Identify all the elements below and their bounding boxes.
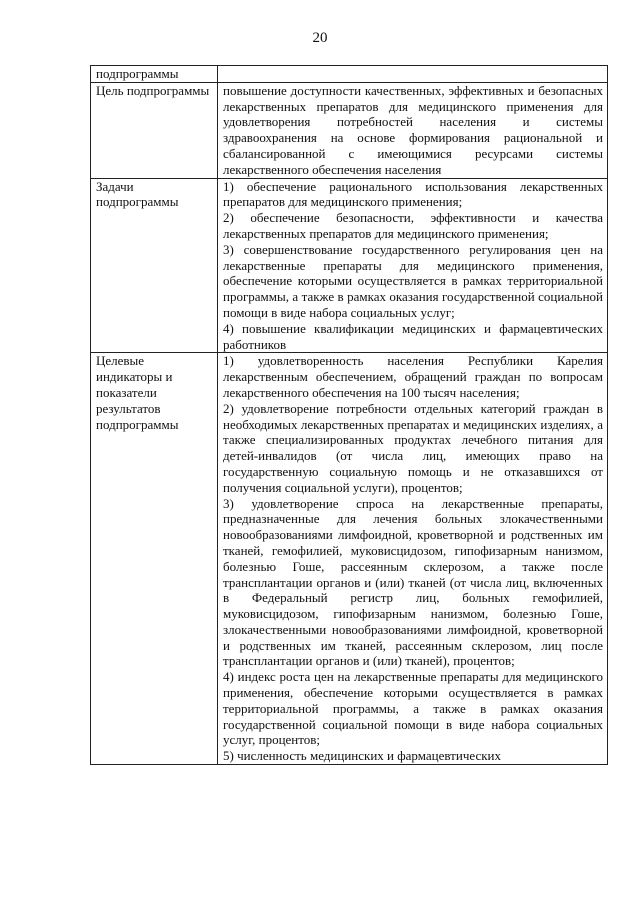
list-item: 1) удовлетворенность населения Республики Карелия лекарственным обеспечением, обращений граждан по вопросам лекарственного обеспечения на 100 тысяч населения; bbox=[223, 353, 603, 400]
row-label: Цель подпрограммы bbox=[91, 82, 218, 178]
row-content bbox=[218, 178, 608, 353]
table-row bbox=[91, 353, 608, 765]
table-row bbox=[91, 178, 608, 353]
row-label: Задачи подпрограммы bbox=[91, 178, 218, 353]
page-number: 20 bbox=[312, 30, 328, 46]
list-item: 3) совершенствование государственного регулирования цен на лекарственные препараты для медицинского применения, обеспечение которыми осуществляется в рамках территориальной программы, а также в рамках оказания государственной социальной помощи в виде набора социальных услуг; bbox=[223, 241, 603, 320]
list-item: 3) удовлетворение спроса на лекарственные препараты, предназначенные для лечения больных злокачественными новообразованиями лимфоидной, кроветворной и родственных им тканей, гемофилией, муковисцидозом, гипофизарным нанизмом, болезнью Гоше, рассеянным склерозом, а также после трансплантации органов и (или) тканей (от числа лиц, включенных в Федеральный регистр лиц, больных гемофилией, муковисцидозом, гипофизарным нанизмом, болезнью Гоше, злокачественными новообразованиями лимфоидной, кроветворной и родственных им тканей, рассеянным склерозом, лиц после трансплантации органов и (или) тканей), процентов; bbox=[223, 495, 603, 669]
row-content bbox=[218, 353, 608, 765]
list-item: 4) повышение квалификации медицинских и фармацевтических работников bbox=[223, 320, 603, 352]
list-item: 2) удовлетворение потребности отдельных категорий граждан в необходимых лекарственных препаратах и медицинских изделиях, а также специализированных продуктах лечебного питания для детей-инвалидов (от числа лиц, имеющих право на государственную социальную помощь и не отказавшихся от получения социальной услуги), процентов; bbox=[223, 400, 603, 495]
row-content bbox=[218, 66, 608, 83]
row-label: Целевые индикаторы и показатели результатов подпрограммы bbox=[91, 353, 218, 765]
list-item: 4) индекс роста цен на лекарственные препараты для медицинского применения, обеспечение которыми осуществляется в рамках территориальной программы, а также в рамках оказания государственной социальной помощи в виде набора социальных услуг, процентов; bbox=[223, 669, 603, 748]
list-item: повышение доступности качественных, эффективных и безопасных лекарственных препаратов для медицинского применения для удовлетворения потребностей населения и системы здравоохранения на основе формирования рациональной и сбалансированной с имеющимися ресурсами системы лекарственного обеспечения населения bbox=[223, 82, 603, 177]
list-item: 1) обеспечение рационального использования лекарственных препаратов для медицинского применения; bbox=[223, 178, 603, 210]
row-content bbox=[218, 82, 608, 178]
table-row bbox=[91, 82, 608, 178]
table-row bbox=[91, 66, 608, 83]
list-item: 2) обеспечение безопасности, эффективности и качества лекарственных препаратов для медицинского применения; bbox=[223, 210, 603, 241]
row-label: подпрограммы bbox=[91, 66, 218, 83]
list-item: 5) численность медицинских и фармацевтических bbox=[223, 748, 501, 764]
subprogram-passport-table bbox=[90, 65, 608, 765]
